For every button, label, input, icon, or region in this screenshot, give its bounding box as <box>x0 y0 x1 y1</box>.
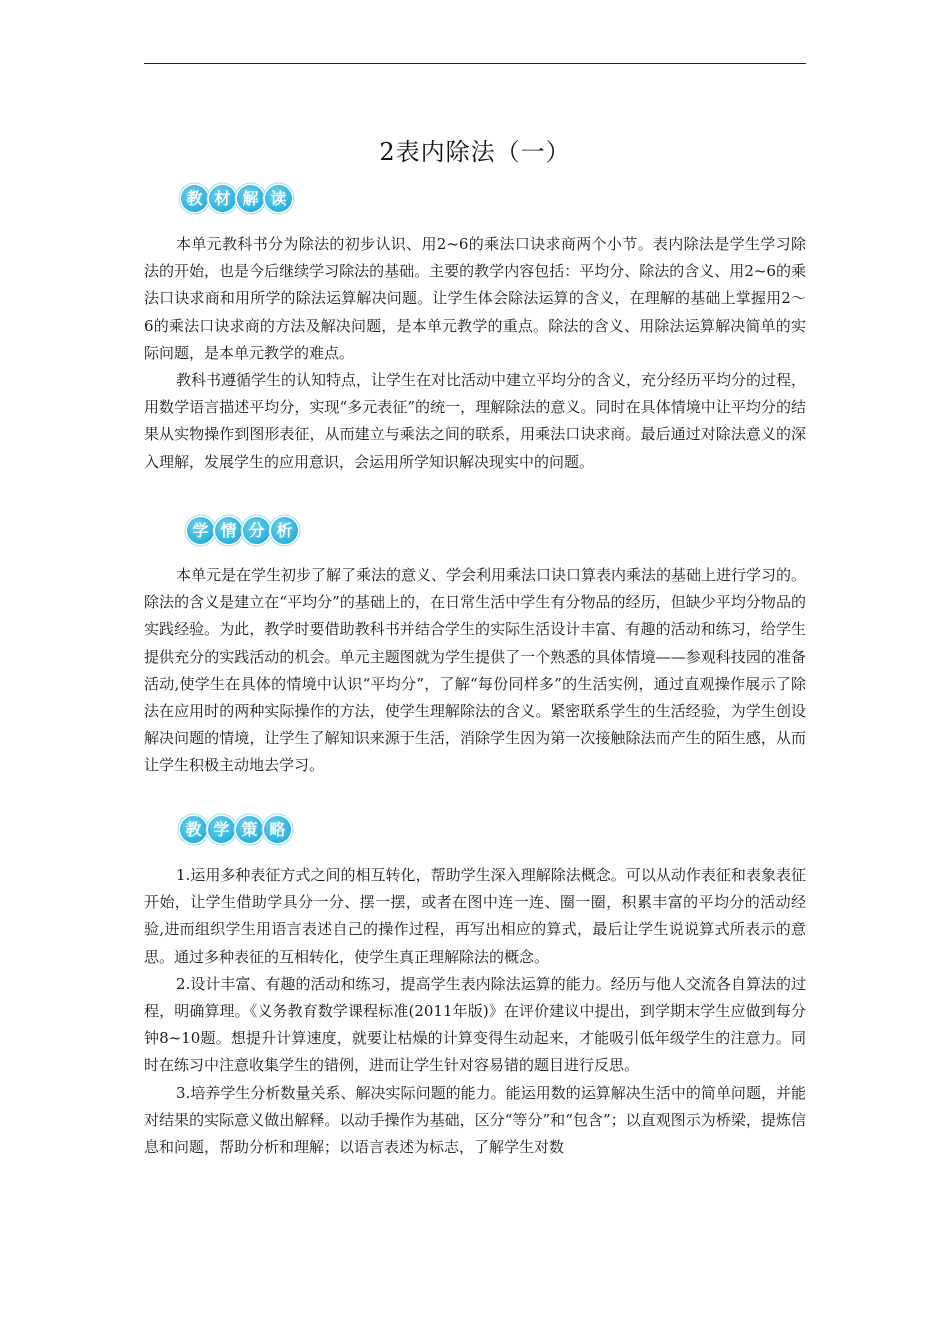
paragraph: 3.培养学生分析数量关系、解决实际问题的能力。能运用数的运算解决生活中的简单问题，并能对结果的实际意义做出解释。以动手操作为基础，区分“等分”和“包含”；以直观图示为桥梁，提炼信息和问题，帮助分析和理解；以语言表述为标志，了解学生对数 <box>144 1083 806 1157</box>
paragraph: 教科书遵循学生的认知特点，让学生在对比活动中建立平均分的含义，充分经历平均分的过程，用数学语言描述平均分，实现“多元表征”的统一，理解除法的意义。同时在具体情境中让平均分的结果从实物操作到图形表征，从而建立与乘法之间的联系，用乘法口诀求商。最后通过对除法意义的深入理解，发展学生的应用意识，会运用所学知识解决现实中的问题。 <box>144 371 807 471</box>
heading-char: 学 <box>208 816 235 843</box>
heading-char: 策 <box>236 816 263 843</box>
heading-char: 学 <box>187 517 214 544</box>
page-title: 2表内除法（一） <box>379 138 571 166</box>
paragraph: 本单元是在学生初步了解了乘法的意义、学会利用乘法口诀口算表内乘法的基础上进行学习的。除法的含义是建立在“平均分”的基础上的，在日常生活中学生有分物品的经历，但缺少平均分物品的实践经验。为此，教学时要借助教科书并结合学生的实际生活设计丰富、有趣的活动和练习，给学生提供充分的实践活动的机会。单元主题图就为学生提供了一个熟悉的具体情境——参观科技园的准备活动,使学生在具体的情境中认识“平均分”，了解“每份同样多”的生活实例，通过直观操作展示了除法在应用时的两种实际操作的方法，使学生理解除法的含义。紧密联系学生的生活经验，为学生创设解决问题的情境，让学生了解知识来源于生活，消除学生因为第一次接触除法而产生的陌生感，从而让学生积极主动地去学习。 <box>144 566 807 775</box>
heading-char: 情 <box>215 517 242 544</box>
header-rule <box>144 63 806 64</box>
heading-char: 解 <box>237 185 264 212</box>
heading-char: 略 <box>264 816 291 843</box>
paragraph: 本单元教科书分为除法的初步认识、用2~6的乘法口诀求商两个小节。表内除法是学生学习除法的开始，也是今后继续学习除法的基础。主要的教学内容包括：平均分、除法的含义、用2~6的乘法口诀求商和用所学的除法运算解决问题。让学生体会除法运算的含义，在理解的基础上掌握用2～6的乘法口诀求商的方法及解决问题，是本单元教学的重点。除法的含义、用除法运算解决简单的实际问题，是本单元教学的难点。 <box>144 235 806 362</box>
section-body-learning-analysis <box>144 562 806 780</box>
heading-char: 读 <box>265 185 292 212</box>
section-body-teaching-strategy <box>144 862 806 1161</box>
paragraph: 2.设计丰富、有趣的活动和练习，提高学生表内除法运算的能力。经历与他人交流各自算法的过程，明确算理。《义务教育数学课程标准(2011年版)》在评价建议中提出，到学期末学生应做到每分钟8~10题。想提升计算速度，就要让枯燥的计算变得生动起来，才能吸引低年级学生的注意力。同时在练习中注意收集学生的错例，进而让学生针对容易错的题目进行反思。 <box>144 974 806 1075</box>
paragraph: 1.运用多种表征方式之间的相互转化，帮助学生深入理解除法概念。可以从动作表征和表象表征开始，让学生借助学具分一分、摆一摆，或者在图中连一连、圈一圈，积累丰富的平均分的活动经验,进而组织学生用语言表述自己的操作过程，再写出相应的算式，最后让学生说说算式所表示的意思。通过多种表征的互相转化，使学生真正理解除法的概念。 <box>144 866 806 966</box>
heading-char: 教 <box>181 185 208 212</box>
section-heading-textbook-interpretation <box>181 185 292 212</box>
heading-char: 析 <box>271 517 298 544</box>
section-heading-learning-analysis <box>187 517 298 544</box>
heading-char: 教 <box>180 816 207 843</box>
section-body-textbook-interpretation <box>144 231 806 476</box>
section-heading-teaching-strategy <box>180 816 291 843</box>
heading-char: 分 <box>243 517 270 544</box>
heading-char: 材 <box>209 185 236 212</box>
